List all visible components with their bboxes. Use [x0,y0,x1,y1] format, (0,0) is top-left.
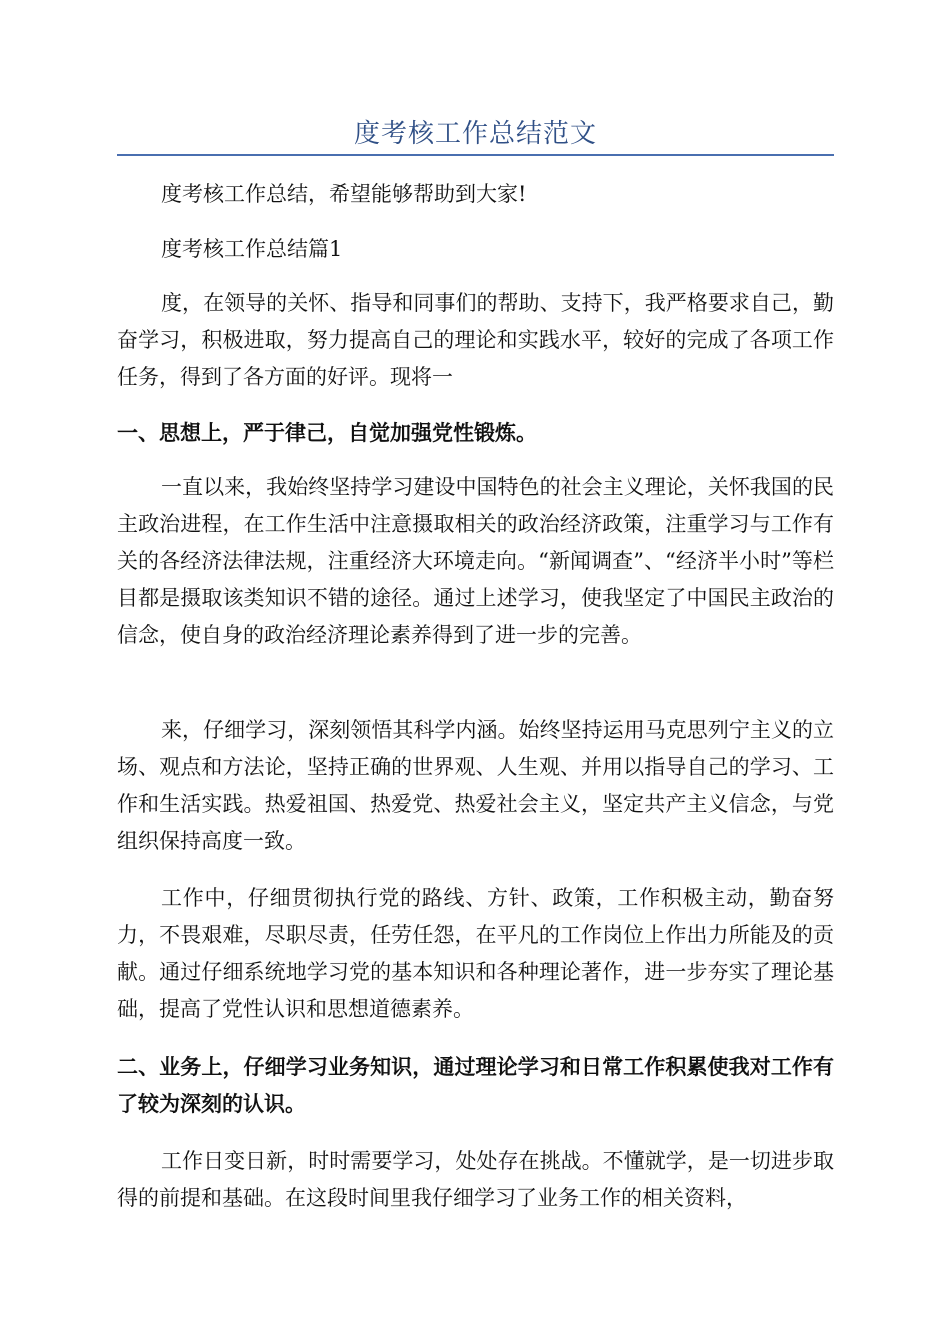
heading-2: 二、业务上，仔细学习业务知识，通过理论学习和日常工作积累使我对工作有了较为深刻的认识。 [117,1055,834,1116]
section-subtitle: 度考核工作总结篇1 [161,237,343,261]
paragraph-5: 工作日变日新，时时需要学习，处处存在挑战。不懂就学，是一切进步取得的前提和基础。在这段时间里我仔细学习了业务工作的相关资料， [117,1149,834,1210]
paragraph-4: 工作中，仔细贯彻执行党的路线、方针、政策，工作积极主动，勤奋努力，不畏艰难，尽职尽责，任劳任怨，在平凡的工作岗位上作出力所能及的贡献。通过仔细系统地学习党的基本知识和各种理论著作，进一步夯实了理论基础，提高了党性认识和思想道德素养。 [117,886,834,1021]
paragraph-2: 一直以来，我始终坚持学习建设中国特色的社会主义理论，关怀我国的民主政治进程，在工作生活中注意摄取相关的政治经济政策，注重学习与工作有关的各经济法律法规，注重经济大环境走向。“新闻调查”、“经济半小时”等栏目都是摄取该类知识不错的途径。通过上述学习，使我坚定了中国民主政治的信念，使自身的政治经济理论素养得到了进一步的完善。 [117,475,834,647]
paragraph-1: 度，在领导的关怀、指导和同事们的帮助、支持下，我严格要求自己，勤奋学习，积极进取，努力提高自己的理论和实践水平，较好的完成了各项工作任务，得到了各方面的好评。现将一 [117,291,834,389]
title-underline [117,154,834,156]
page-title: 度考核工作总结范文 [353,119,597,149]
intro-paragraph: 度考核工作总结，希望能够帮助到大家! [161,182,527,206]
heading-1: 一、思想上，严于律己，自觉加强党性锻炼。 [117,421,537,445]
document-page [117,0,834,1344]
paragraph-3: 来，仔细学习，深刻领悟其科学内涵。始终坚持运用马克思列宁主义的立场、观点和方法论，坚持正确的世界观、人生观、并用以指导自己的学习、工作和生活实践。热爱祖国、热爱党、热爱社会主义，坚定共产主义信念，与党组织保持高度一致。 [117,718,834,853]
